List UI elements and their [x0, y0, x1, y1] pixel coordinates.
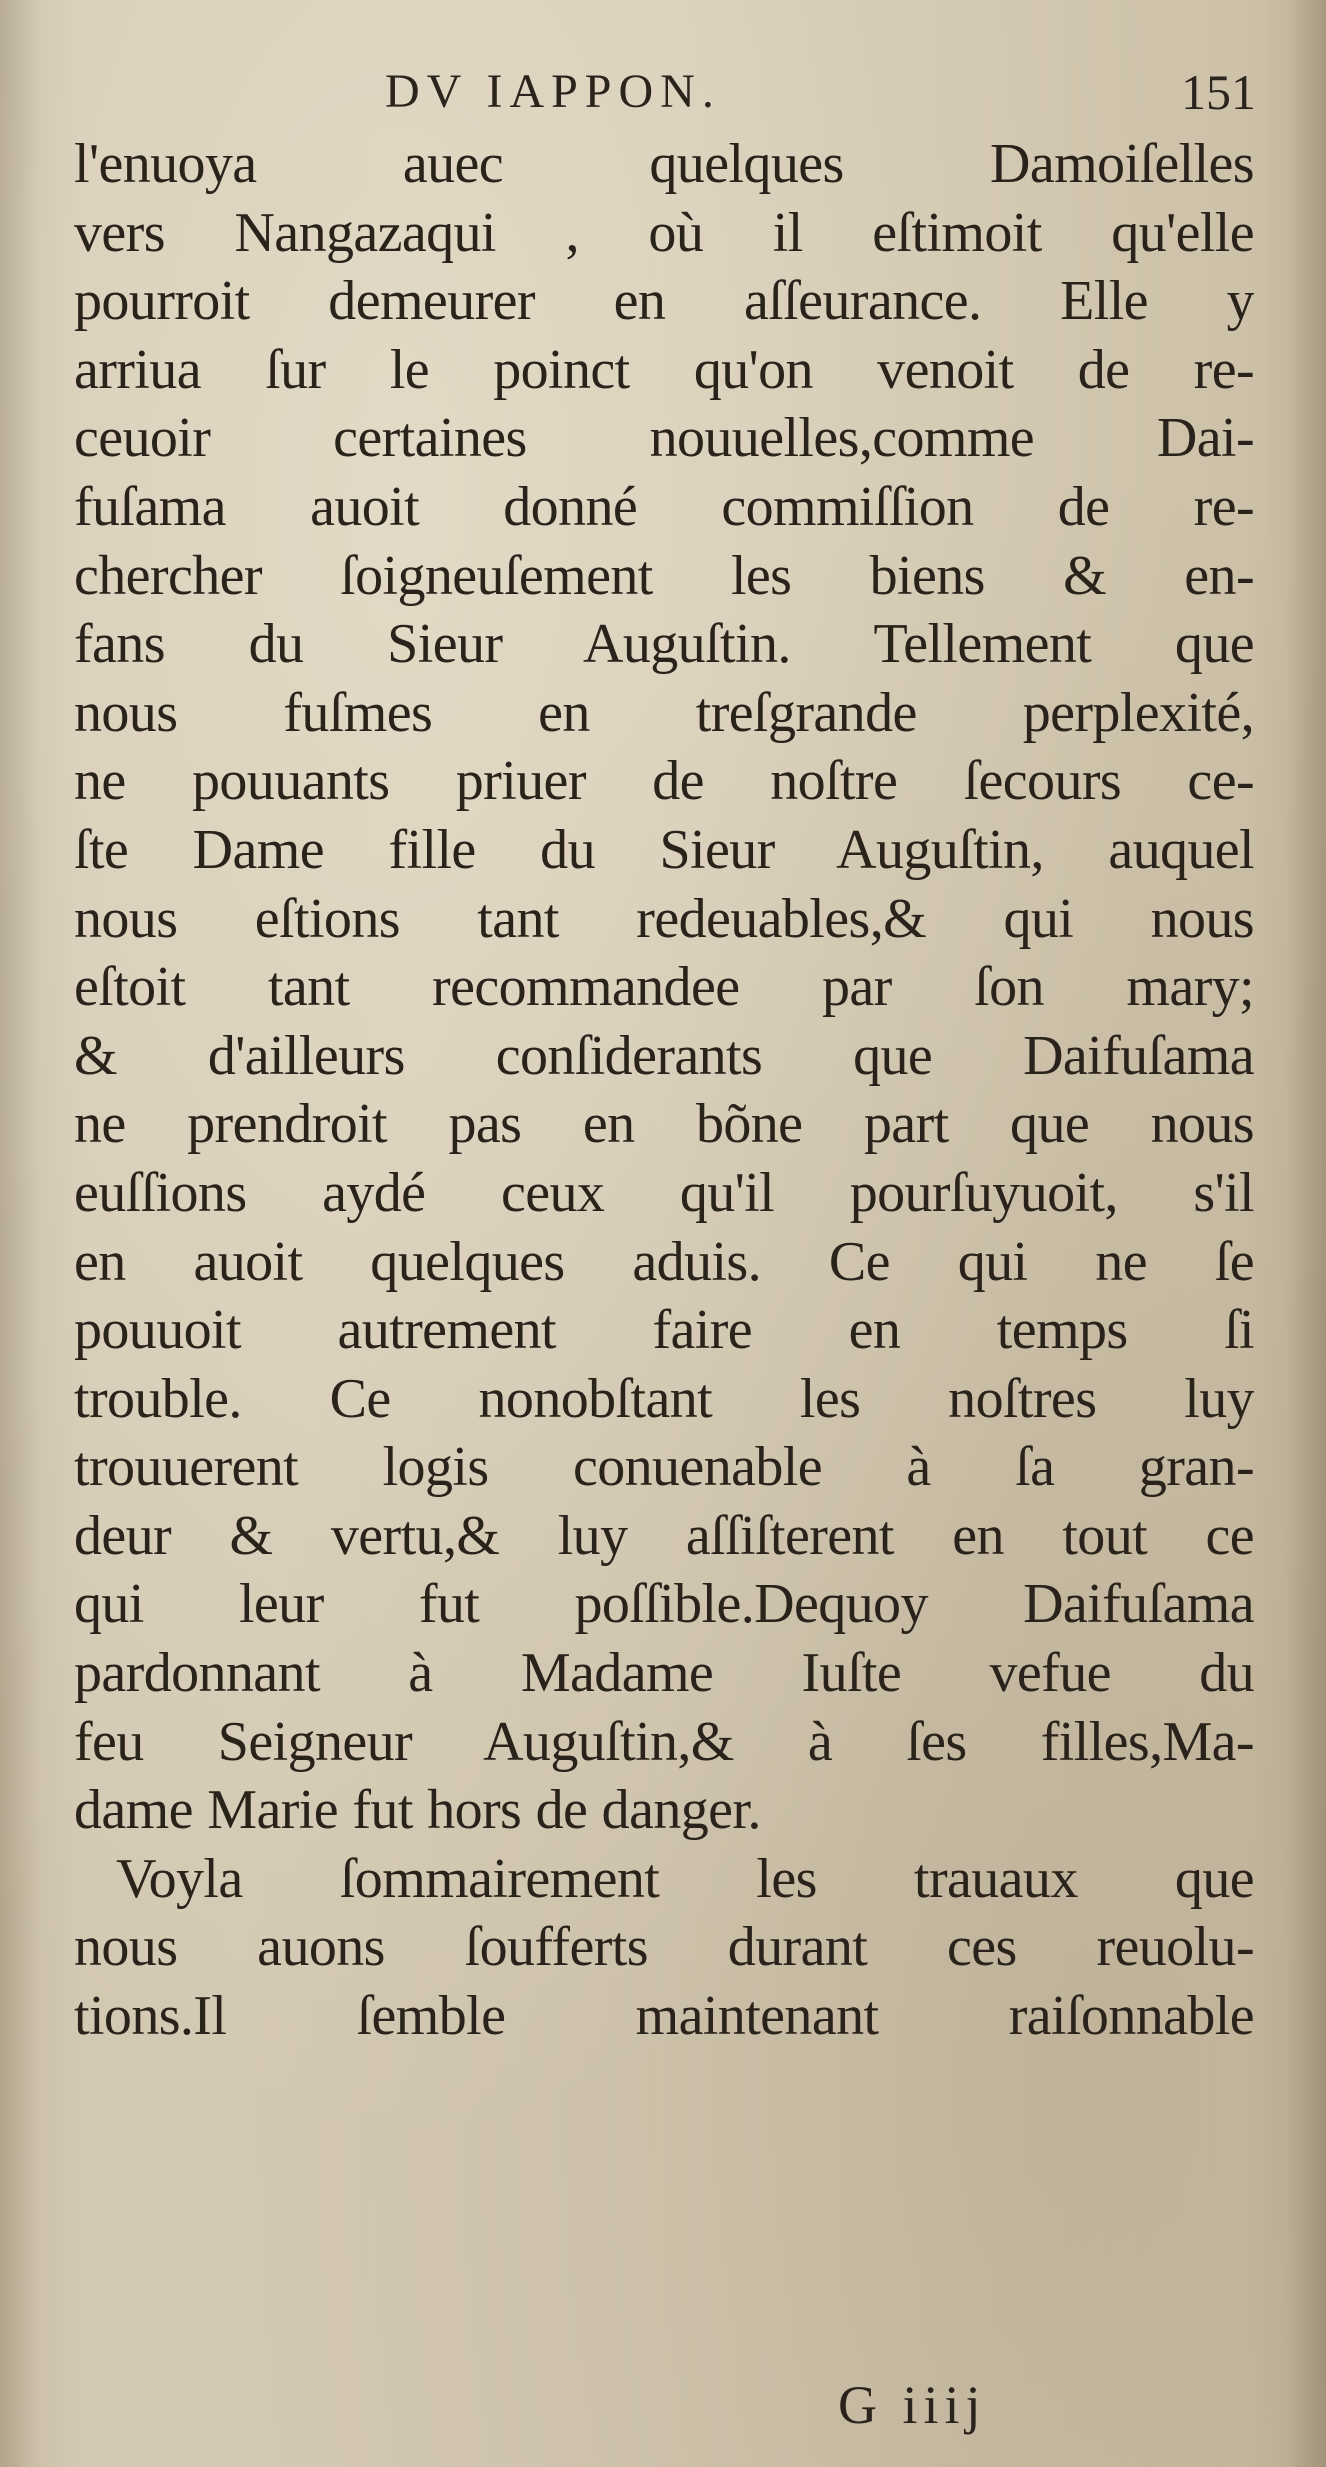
text-line: chercher ſoigneuſement les biens & en-	[74, 544, 1254, 607]
running-head: DV IAPPON.	[385, 65, 721, 118]
text-line: fans du Sieur Auguſtin. Tellement que	[74, 613, 1254, 676]
text-line: fuſama auoit donné commiſſion de re-	[74, 475, 1254, 538]
text-line: nous auons ſoufferts durant ces reuolu-	[74, 1916, 1254, 1979]
page-number: 151	[1181, 64, 1256, 120]
text-line: & d'ailleurs conſiderants que Daifuſama	[74, 1024, 1254, 1087]
text-line: en auoit quelques aduis. Ce qui ne ſe	[74, 1230, 1254, 1293]
text-line: qui leur fut poſſible.Dequoy Daifuſama	[74, 1573, 1254, 1636]
text-line: Voyla ſommairement les trauaux que	[116, 1847, 1254, 1910]
text-line: dame Marie fut hors de danger.	[74, 1779, 761, 1842]
text-line: pourroit demeurer en aſſeurance. Elle y	[74, 270, 1254, 333]
text-line: ne pouuants priuer de noſtre ſecours ce-	[74, 750, 1254, 813]
text-line: l'enuoya auec quelques Damoiſelles	[74, 133, 1254, 195]
text-line: pouuoit autrement faire en temps ſi	[74, 1299, 1254, 1362]
text-line: feu Seigneur Auguſtin,& à ſes filles,Ma-	[74, 1710, 1254, 1773]
left-edge-shadow	[0, 0, 40, 2467]
text-line: vers Nangazaqui , où il eſtimoit qu'elle	[74, 201, 1254, 264]
text-line: pardonnant à Madame Iuſte vefue du	[74, 1642, 1254, 1705]
text-line: eſtoit tant recommandee par ſon mary;	[74, 956, 1254, 1019]
text-line: ſte Dame fille du Sieur Auguſtin, auquel	[74, 818, 1254, 881]
right-edge-shadow	[1286, 0, 1326, 2467]
text-line: arriua ſur le poinct qu'on venoit de re-	[74, 338, 1254, 401]
text-line: deur & vertu,& luy aſſiſterent en tout ce	[74, 1504, 1254, 1567]
text-line: nous eſtions tant redeuables,& qui nous	[74, 887, 1254, 950]
text-line: tions.Il ſemble maintenant raiſonnable	[74, 1985, 1254, 2048]
text-line: trouble. Ce nonobſtant les noſtres luy	[74, 1367, 1254, 1430]
signature-mark: G iiij	[838, 2375, 987, 2435]
text-line: euſſions aydé ceux qu'il pourſuyuoit, s'il	[74, 1161, 1254, 1224]
text-block	[74, 130, 1254, 2051]
text-line: ne prendroit pas en bõne part que nous	[74, 1093, 1254, 1156]
text-line: trouuerent logis conuenable à ſa gran-	[74, 1436, 1254, 1499]
text-line: nous fuſmes en treſgrande perplexité,	[74, 681, 1254, 744]
text-line: ceuoir certaines nouuelles,comme Dai-	[74, 407, 1254, 470]
